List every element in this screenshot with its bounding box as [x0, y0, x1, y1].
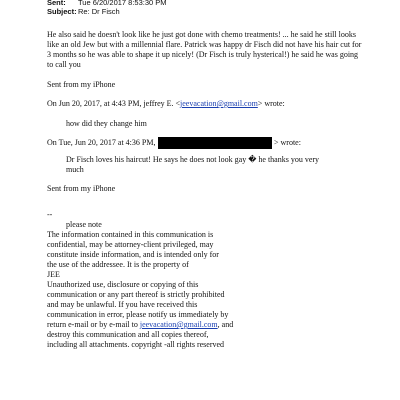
- disclaimer-line: Unauthorized use, disclosure or copying of this: [47, 280, 199, 289]
- disclaimer-line: communication in error, please notify us immediately by: [47, 310, 229, 319]
- redaction-bar: [158, 137, 272, 149]
- sent-from-iphone: Sent from my iPhone: [47, 80, 116, 89]
- return-prefix: return e-mail or by e-mail to: [47, 320, 140, 329]
- disclaimer-line: including all attachments. copyright -all rights reserved: [47, 340, 225, 349]
- disclaimer-line: [47, 320, 233, 330]
- disclaimer-line: and may be unlawful. If you have received this: [47, 300, 198, 309]
- disclaimer-line: destroy this communication and all copies thereof,: [47, 330, 209, 339]
- disclaimer-line: the use of the addressee. It is the property of: [47, 260, 189, 269]
- email-link[interactable]: jeevacation@gmail.com: [180, 99, 258, 108]
- sent-row: [47, 0, 167, 7]
- disclaimer-line: The information contained in this communication is: [47, 230, 214, 239]
- quote-suffix: > wrote:: [274, 138, 301, 147]
- body-line: to call you: [47, 60, 81, 69]
- disclaimer-line: confidential, may be attorney-client privileged, may: [47, 240, 214, 249]
- return-suffix: , and: [217, 320, 234, 329]
- body-line: 3 months so he was able to shape it up nicely! (Dr Fisch is truly hysterical!) he said he was going: [47, 50, 359, 59]
- quote-prefix: On Jun 20, 2017, at 4:43 PM, jeffrey E. <: [47, 99, 181, 108]
- subject-row: [47, 7, 120, 16]
- disclaimer-line: constitute inside information, and is intended only for: [47, 250, 219, 259]
- quote-suffix: > wrote:: [257, 99, 285, 108]
- subject-label: Subject:: [47, 7, 77, 16]
- quote-header-2: [47, 138, 155, 148]
- sent-value: Tue 6/20/2017 8:53:30 PM: [78, 0, 167, 7]
- please-note: please note: [66, 220, 102, 229]
- sent-label: Sent:: [47, 0, 66, 7]
- reply-line: much: [66, 165, 84, 174]
- sent-from-iphone: Sent from my iPhone: [47, 184, 116, 193]
- quote-header-1: [47, 99, 285, 109]
- body-line: He also said he doesn't look like he just got done with chemo treatments! ... he said he still looks: [47, 30, 356, 39]
- disclaimer-line: JEE: [47, 270, 60, 279]
- email-link[interactable]: jeevacation@gmail.com: [139, 320, 218, 329]
- reply-line: how did they change him: [66, 119, 147, 128]
- quote-prefix: On Tue, Jun 20, 2017 at 4:36 PM,: [47, 138, 156, 147]
- subject-value: Re: Dr Fisch: [78, 7, 120, 16]
- body-line: like an old Jew but with a millennial flare. Patrick was happy dr Fisch did not have his hair cut for: [47, 40, 362, 49]
- reply-line: Dr Fisch loves his haircut! He says he does not look gay � he thanks you very: [66, 155, 320, 164]
- disclaimer-line: communication or any part thereof is strictly prohibited: [47, 290, 225, 299]
- signature-dashes: --: [47, 210, 53, 219]
